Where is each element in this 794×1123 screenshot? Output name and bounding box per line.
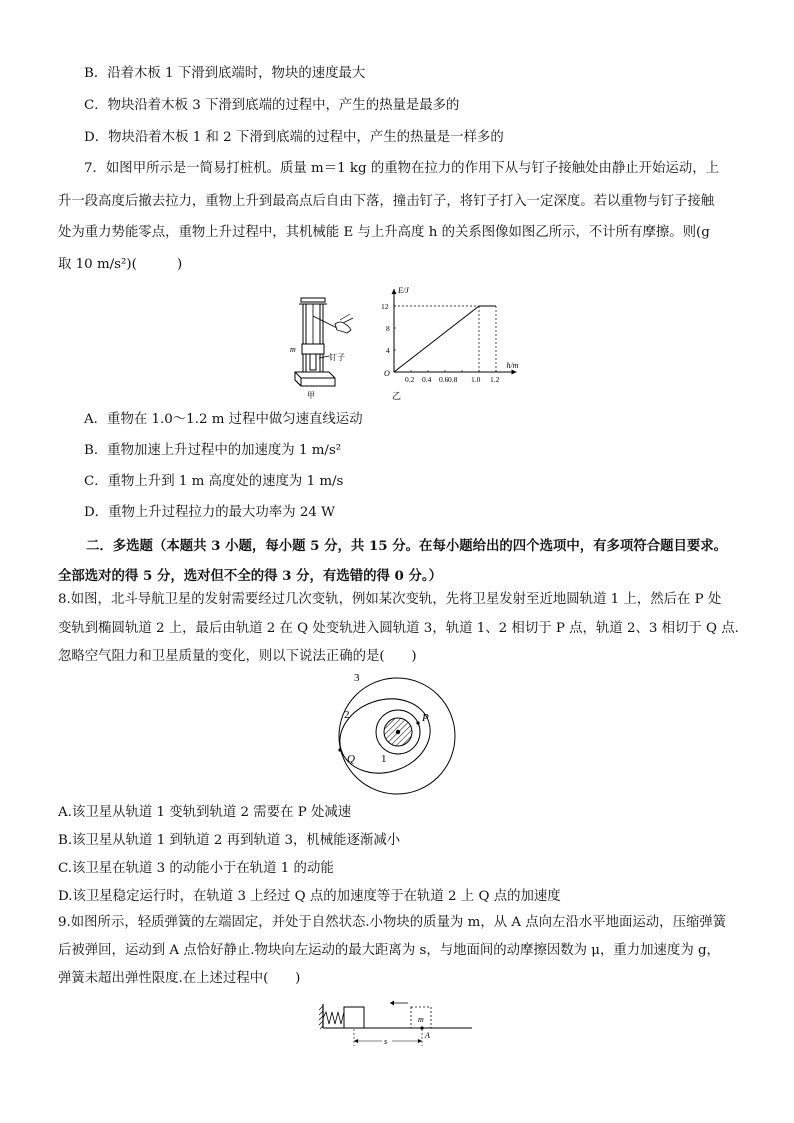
x-tick-label: 1.2	[490, 375, 500, 384]
q9-stem-line1: 9.如图所示，轻质弹簧的左端固定，并处于自然状态.小物块的质量为 m，从 A 点向左沿水平地面运动，压缩弹簧	[58, 915, 727, 930]
origin-label: O	[384, 369, 390, 378]
mass-label: m	[418, 1015, 424, 1024]
nail-label: 钉子	[329, 353, 345, 362]
q8-option-d: D.该卫星稳定运行时，在轨道 3 上经过 Q 点的加速度等于在轨道 2 上 Q 点的加速度	[58, 889, 561, 904]
x-tick-label: 0.2	[405, 375, 415, 384]
q7-stem-line4: 取 10 m/s²)( )	[58, 257, 183, 272]
x-axis-arrow	[512, 370, 517, 375]
q7-option-a: A．重物在 1.0～1.2 m 过程中做匀速直线运动	[84, 412, 363, 427]
q9-stem-line2: 后被弹回，运动到 A 点恰好静止.物块向左运动的最大距离为 s，与地面间的动摩擦因数为 μ，重力加速度为 g，	[58, 943, 720, 958]
orbit-2-label: 2	[344, 709, 350, 721]
q7-option-b: B．重物加速上升过程中的加速度为 1 m/s²	[84, 443, 342, 458]
y-tick-label: 8	[386, 324, 390, 333]
q9-stem-line3: 弹簧未超出弹性限度.在上述过程中( )	[58, 971, 301, 986]
series-segment	[394, 306, 479, 372]
q7-option-d: D．重物上升过程拉力的最大功率为 24 W	[84, 505, 335, 520]
figure-jia-label: 甲	[307, 391, 315, 400]
orbit-figure	[330, 670, 470, 796]
y-tick-label: 4	[386, 346, 390, 355]
point-q-label: Q	[347, 753, 355, 765]
spring-block-figure	[318, 996, 478, 1050]
q6-option-c: C．物块沿着木板 3 下滑到底端的过程中，产生的热量是最多的	[84, 98, 460, 113]
distance-label: s	[384, 1037, 388, 1046]
x-tick-label: 0.6	[439, 375, 449, 384]
q8-stem-line3: 忽略空气阻力和卫星质量的变化，则以下说法正确的是( )	[58, 649, 417, 664]
energy-height-chart	[370, 278, 519, 401]
x-axis-label: h/m	[506, 361, 519, 370]
q8-option-b: B.该卫星从轨道 1 到轨道 2 再到轨道 3，机械能逐渐减小	[58, 833, 401, 848]
y-axis-arrow	[392, 289, 397, 294]
y-axis-label: E/J	[398, 286, 409, 295]
q8-stem-line2: 变轨到椭圆轨道 2 上，最后由轨道 2 在 Q 处变轨进入圆轨道 3，轨道 1、2 相切于 P 点，轨道 2、3 相切于 Q 点.	[58, 621, 739, 636]
section2-heading-line1: 二．多选题（本题共 3 小题，每小题 5 分，共 15 分。在每小题给出的四个选项中，有多项符合题目要求。	[86, 538, 728, 554]
section2-heading-line2: 全部选对的得 5 分，选对但不全的得 3 分，有选错的得 0 分。）	[58, 568, 442, 584]
q7-stem-line2: 升一段高度后撤去拉力，重物上升到最高点后自由下落，撞击钉子，将钉子打入一定深度。若以重物与钉子接触	[58, 194, 715, 209]
q6-option-d: D．物块沿着木板 1 和 2 下滑到底端的过程中，产生的热量是一样多的	[84, 130, 504, 145]
q8-option-a: A.该卫星从轨道 1 变轨到轨道 2 需要在 P 处减速	[58, 805, 352, 820]
q7-stem-line1: 7．如图甲所示是一简易打桩机。质量 m＝1 kg 的重物在拉力的作用下从与钉子接触处由静止开始运动，上	[84, 161, 719, 176]
x-tick-label: 0.4	[422, 375, 432, 384]
orbit-1-label: 1	[381, 753, 387, 765]
y-tick-label: 12	[381, 302, 389, 311]
q7-option-c: C．重物上升到 1 m 高度处的速度为 1 m/s	[84, 474, 344, 489]
mass-label: m	[290, 345, 296, 354]
q8-stem-line1: 8.如图，北斗导航卫星的发射需要经过几次变轨，例如某次变轨，先将卫星发射至近地圆轨道 1 上，然后在 P 处	[58, 592, 722, 607]
x-tick-label: 1.0	[471, 375, 481, 384]
point-a-label: A	[425, 1031, 430, 1040]
x-tick-label: 0.8	[448, 375, 458, 384]
pile-driver-figure	[285, 292, 363, 400]
q8-option-c: C.该卫星在轨道 3 的动能小于在轨道 1 的动能	[58, 861, 334, 876]
point-p-label: P	[422, 712, 429, 724]
q6-option-b: B．沿着木板 1 下滑到底端时，物块的速度最大	[84, 66, 366, 81]
q7-stem-line3: 处为重力势能零点，重物上升过程中，其机械能 E 与上升高度 h 的关系图像如图乙所示，不计所有摩擦。则(g	[58, 225, 710, 240]
orbit-3-label: 3	[354, 672, 360, 684]
figure-yi-label: 乙	[392, 391, 402, 401]
